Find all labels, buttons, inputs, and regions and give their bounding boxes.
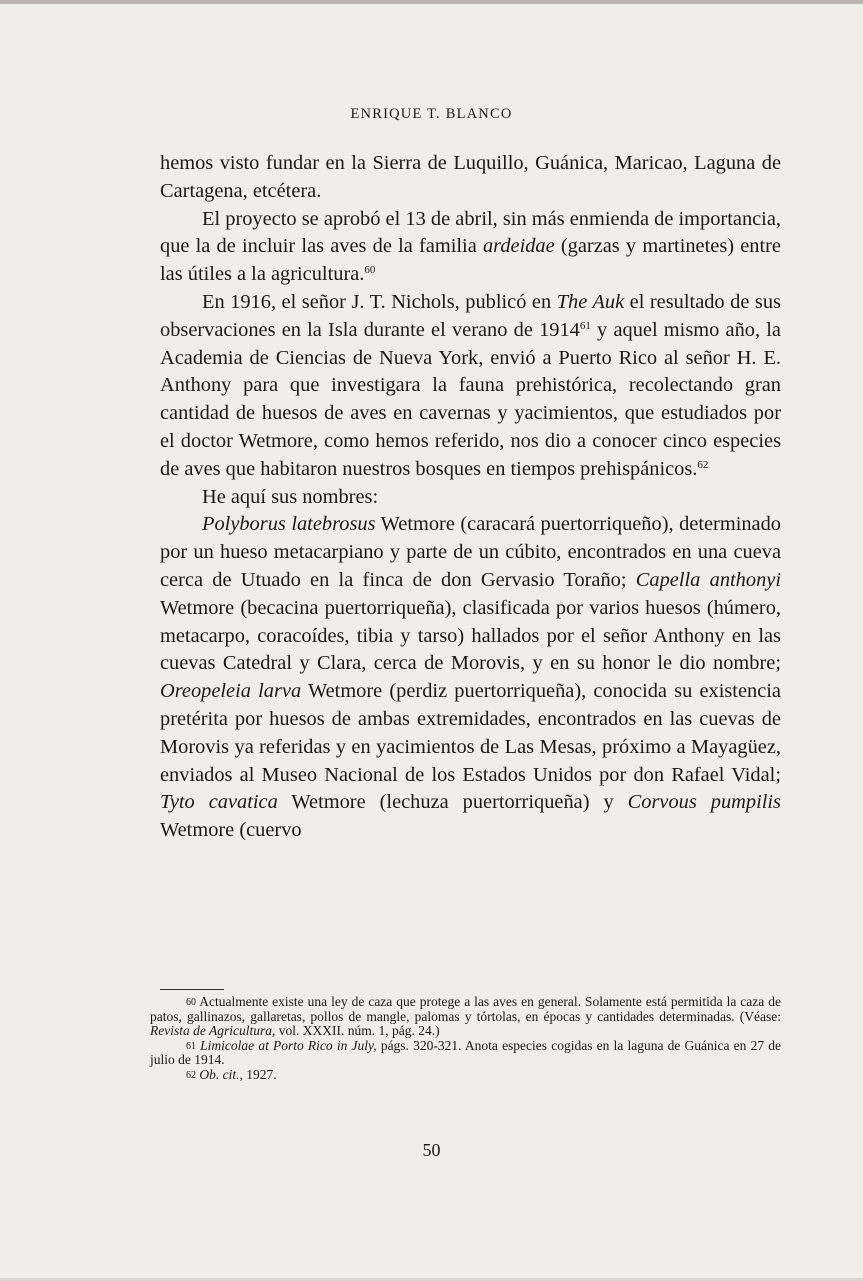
footnote-rule <box>160 989 224 990</box>
species-oreopeleia: Oreopeleia larva <box>160 680 302 703</box>
running-header: ENRIQUE T. BLANCO <box>350 106 513 122</box>
footnote-ref-62: 62 <box>697 458 709 471</box>
paragraph-2: El proyecto se aprobó el 13 de abril, sin más enmienda de importancia, que la de incluir las aves de la familia ardeidae (garzas y martinetes) entre las útiles a la agricultura.$^{60}$ <box>160 207 781 286</box>
paragraph-5: Polyborus latebrosus Wetmore (caracará puertorriqueño), determinado por un hueso metacarpiano y parte de un cúbito, encontrados en una cueva cerca de Utuado en la finca de don Gervasio Toraño; Capella anthonyi Wetmore (becacina puertorriqueña), clasificada por varios huesos (húmero, metacarpo, coracoídes, tibia y tarso) hallados por el señor Anthony en las cuevas Catedral y Clara, cerca de Morovis, y en su honor le dio nombre; Oreopeleia larva Wetmore (perdiz puertorriqueña), conocida su existencia pretérita por huesos de ambas extremidades, encontrados en las cuevas de Morovis ya referidas y en yacimientos de Las Mesas, próximo a Mayagüez, enviados al Museo Nacional de los Estados Unidos por don Rafael Vidal; Tyto cavatica Wetmore (lechuza puertorriqueña) y Corvous pumpilis Wetmore (cuervo <box>160 513 781 842</box>
species-corvous: Corvous pumpilis <box>627 791 781 814</box>
journal-title: The Auk <box>556 290 625 313</box>
footnote-62: $^{62}$ Ob. cit., 1927. <box>186 1066 277 1082</box>
footnote-ref-60: 60 <box>364 264 376 277</box>
paragraph-3: En 1916, el señor J. T. Nichols, publicó en The Auk el resultado de sus observaciones en la Isla durante el verano de 1914$^{61}$ y aquel mismo año, la Academia de Ciencias de Nueva York, envió a Puerto Rico al señor H. E. Anthony para que investigara la fauna prehistórica, recolectando gran cantidad de huesos de aves en cavernas y yacimientos, que estudiados por el doctor Wetmore, como hemos referido, nos dio a conocer cinco especies de aves que habitaron nuestros bosques en tiempos prehispánicos.$^{62}$ <box>160 290 781 480</box>
species-capella: Capella anthonyi <box>635 568 781 591</box>
main-text <box>160 150 781 845</box>
page-number: 50 <box>422 1140 441 1160</box>
paragraph-1: hemos visto fundar en la Sierra de Luquillo, Guánica, Maricao, Laguna de Cartagena, etcétera. <box>160 152 781 202</box>
footnote-ref-61: 61 <box>579 319 591 332</box>
species-tyto: Tyto cavatica <box>160 791 278 814</box>
footnote-61: $^{61}$ Limicolae at Porto Rico in July, págs. 320-321. Anota especies cogidas en la laguna de Guánica en 27 de julio de 1914. <box>150 1037 781 1068</box>
paragraph-4: He aquí sus nombres: <box>202 485 379 508</box>
footnotes <box>150 995 781 1083</box>
family-name: ardeidae <box>482 235 555 258</box>
species-polyborus: Polyborus latebrosus <box>202 513 376 536</box>
page-top-edge <box>0 0 863 4</box>
footnote-60: $^{60}$ Actualmente existe una ley de caza que protege a las aves en general. Solamente está permitida la caza de patos, gallinazos, gallaretas, pollos de mangle, palomas y tórtolas, en épocas y cantidades determinadas. (Véase: Revista de Agricultura, vol. XXXII. núm. 1, pág. 24.) <box>150 994 781 1039</box>
